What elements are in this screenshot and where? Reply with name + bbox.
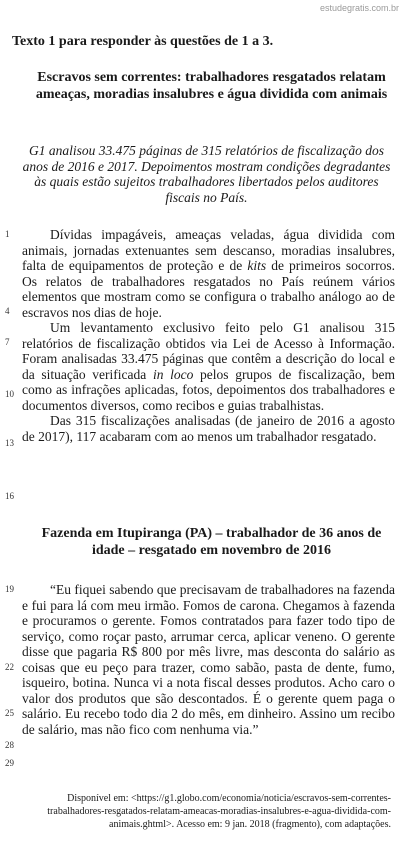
testimony-block [22,582,395,737]
paragraph-3: Das 315 fiscalizações analisadas (de janeiro de 2016 a agosto de 2017), 117 acabaram com ao menos um trabalhador resgatado. [22,413,395,444]
line-number: 25 [5,708,14,718]
line-number: 7 [5,337,10,347]
section-subtitle: Fazenda em Itupiranga (PA) – trabalhador de 36 anos de idade – resgatado em novembro de 2016 [41,526,382,558]
line-number: 4 [5,306,10,316]
article-lead: G1 analisou 33.475 páginas de 315 relatórios de fiscalização dos anos de 2016 e 2017. Depoimentos mostram condições degradantes às quais estão sujeitos trabalhadores libertados pelos auditores fiscais no País. [22,143,391,205]
article-title: Escravos sem correntes: trabalhadores resgatados relatam ameaças, moradias insalubres e água dividida com animais [35,70,388,102]
line-number: 1 [5,229,10,239]
line-number: 16 [5,491,14,501]
article-body [22,227,395,444]
paragraph-text: pelos grupos de fiscalização, bem como as infrações aplicadas, fotos, depoimentos dos trabalhadores e documentos diversos, como recibos e guias trabalhistas. [22,366,396,413]
line-number: 13 [5,438,14,448]
italic-term: in loco [152,366,194,382]
testimony-quote: “Eu fiquei sabendo que precisavam de trabalhadores na fazenda e fui para lá com meu irmão. Fomos de carona. Chegamos à fazenda e procuramos o gerente. Fomos contratados para fazer todo tipo de serviço, como roçar pasto, arrumar cerca, aplicar veneno. O gerente disse que pagaria R$ 800 por mês livre, mas desconta do salário as coisas que eu peço para trazer, como sabão, pasta de dente, fumo, isqueiro, botina. Nunca vi a nota fiscal desses produtos. Acho caro o valor dos produtos que são descontados. É o gerente quem paga o salário. Eu recebo todo dia 2 do mês, em dinheiro. Assino um recibo de salário, mas não fico com nenhuma via.” [22,582,395,737]
source-citation: Disponível em: <https://g1.globo.com/economia/noticia/escravos-sem-correntes-trabalhadores-resgatados-relatam-ameacas-moradias-insalubres-e-agua-dividida-com-animais.ghtml>. Acesso em: 9 jan. 2018 (fragmento), com adaptações. [47,793,391,830]
line-number: 28 [5,740,14,750]
section-heading: Texto 1 para responder às questões de 1 a 3. [12,34,274,49]
paragraph-2 [22,320,395,413]
paragraph-1 [22,227,395,320]
paragraph-text: Dívidas impagáveis, ameaças veladas, água dividida com animais, jornadas extenuantes sem descanso, moradias insalubres, falta de equipamentos de proteção e de [22,227,395,273]
italic-term: kits [247,258,267,273]
line-number: 22 [5,662,14,672]
line-number: 10 [5,389,14,399]
paragraph-text: de primeiros socorros. Os relatos de trabalhadores resgatados no País reúnem vários elementos que mostram como se configura o trabalho análogo ao de escravos nos dias de hoje. [22,258,395,320]
site-watermark: estudegratis.com.br [319,3,399,13]
line-number: 19 [5,584,14,594]
paragraph-text: Um levantamento exclusivo feito pelo G1 analisou 315 relatórios de fiscalização obtidos via Lei de Acesso à Informação. Foram analisadas 33.475 páginas que contêm a descrição do local e da situação verificada [22,320,395,382]
line-number: 29 [5,758,14,768]
